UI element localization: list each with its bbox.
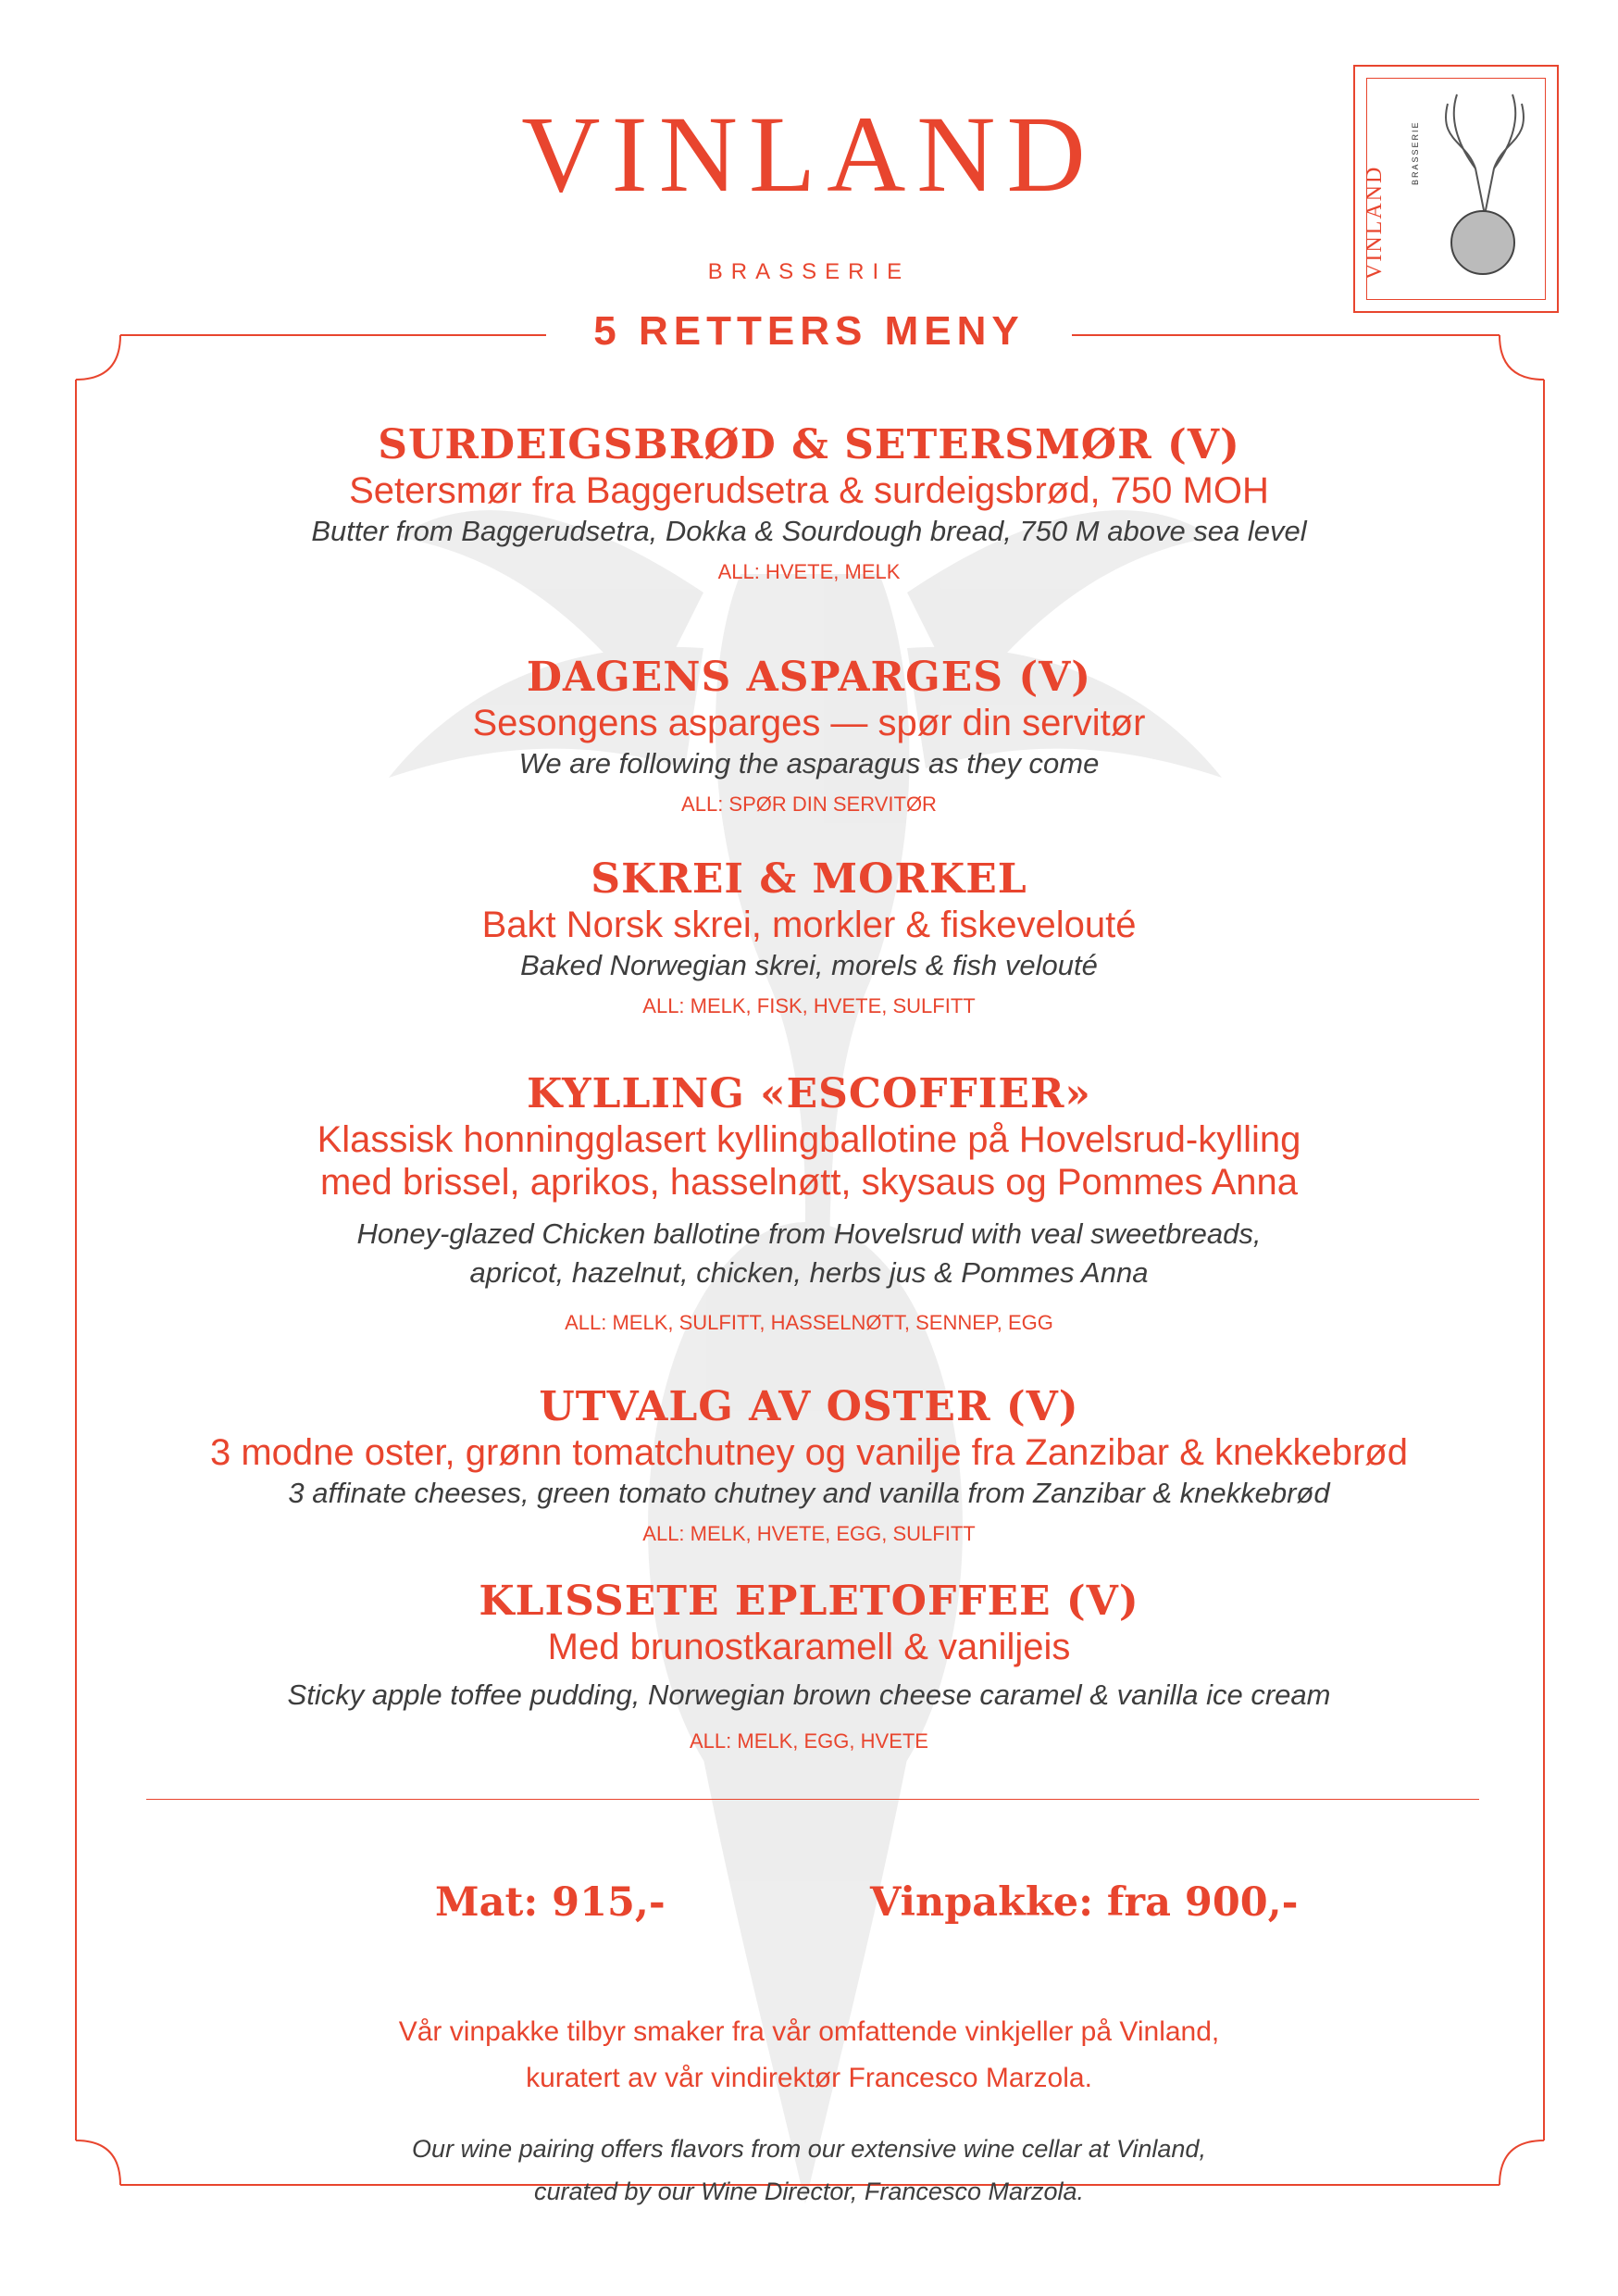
menu-title bbox=[0, 308, 1618, 354]
wine-note-line: Vår vinpakke tilbyr smaker fra vår omfattende vinkjeller på Vinland, bbox=[398, 2016, 1220, 2047]
course-norwegian: Setersmør fra Baggerudsetra & surdeigsbrød, 750 MOH bbox=[349, 470, 1269, 511]
course-norwegian: 3 modne oster, grønn tomatchutney og vanilje fra Zanzibar & knekkebrød bbox=[209, 1432, 1408, 1473]
divider bbox=[146, 1799, 1479, 1800]
stamp-sub-text: BRASSERIE bbox=[1411, 120, 1420, 185]
course-english: Honey-glazed Chicken ballotine from Hovelsrud with veal sweetbreads, bbox=[356, 1217, 1262, 1250]
wine-note-line: curated by our Wine Director, Francesco Marzola. bbox=[534, 2177, 1084, 2205]
course-title: DAGENS ASPARGES (V) bbox=[526, 654, 1092, 701]
course-allergens: ALL: MELK, EGG, HVETE bbox=[690, 1729, 928, 1753]
menu-title-text: 5 RETTERS MENY bbox=[577, 308, 1040, 354]
course-2 bbox=[0, 654, 1618, 818]
wine-note-english bbox=[0, 2128, 1618, 2213]
course-1 bbox=[0, 421, 1618, 586]
course-norwegian: Med brunostkaramell & vaniljeis bbox=[547, 1627, 1071, 1667]
course-english: 3 affinate cheeses, green tomato chutney and vanilla from Zanzibar & knekkebrød bbox=[288, 1477, 1330, 1509]
course-title: KYLLING «ESCOFFIER» bbox=[527, 1070, 1091, 1117]
wine-note-line: Our wine pairing offers flavors from our extensive wine cellar at Vinland, bbox=[412, 2135, 1206, 2163]
course-6 bbox=[0, 1578, 1618, 1755]
course-3 bbox=[0, 855, 1618, 1020]
wine-price: Vinpakke: fra 900,- bbox=[870, 1879, 1299, 1926]
course-title: KLISSETE EPLETOFFEE (V) bbox=[479, 1578, 1139, 1625]
food-price: Mat: 915,- bbox=[435, 1879, 666, 1926]
wine-note-norwegian bbox=[0, 2009, 1618, 2102]
course-4 bbox=[0, 1070, 1618, 1337]
lobster-icon bbox=[1420, 85, 1540, 298]
course-english: Sticky apple toffee pudding, Norwegian brown cheese caramel & vanilla ice cream bbox=[287, 1678, 1331, 1711]
course-title: SKREI & MORKEL bbox=[591, 855, 1027, 903]
course-norwegian: Bakt Norsk skrei, morkler & fiskevelouté bbox=[481, 905, 1137, 945]
course-english: apricot, hazelnut, chicken, herbs jus & Pommes Anna bbox=[469, 1256, 1149, 1289]
course-5 bbox=[0, 1383, 1618, 1548]
wine-note-line: kuratert av vår vindirektør Francesco Marzola. bbox=[526, 2063, 1092, 2093]
course-allergens: ALL: MELK, FISK, HVETE, SULFITT bbox=[642, 994, 976, 1017]
course-norwegian: Sesongens asparges — spør din servitør bbox=[472, 703, 1146, 743]
brand-stamp bbox=[1353, 65, 1559, 313]
course-english: Butter from Baggerudsetra, Dokka & Sourdough bread, 750 M above sea level bbox=[311, 515, 1307, 547]
course-english: Baked Norwegian skrei, morels & fish velouté bbox=[520, 949, 1098, 981]
course-allergens: ALL: MELK, HVETE, EGG, SULFITT bbox=[642, 1522, 976, 1545]
course-norwegian: med brissel, aprikos, hasselnøtt, skysaus og Pommes Anna bbox=[319, 1162, 1298, 1203]
course-title: SURDEIGSBRØD & SETERSMØR (V) bbox=[378, 421, 1240, 468]
course-english: We are following the asparagus as they come bbox=[518, 747, 1100, 780]
course-allergens: ALL: MELK, SULFITT, HASSELNØTT, SENNEP, EGG bbox=[565, 1311, 1053, 1334]
stamp-brand-text: VINLAND bbox=[1363, 165, 1387, 280]
brand-title: VINLAND bbox=[521, 94, 1097, 215]
brand-subtitle: BRASSERIE bbox=[707, 259, 911, 284]
course-allergens: ALL: SPØR DIN SERVITØR bbox=[681, 792, 937, 816]
course-allergens: ALL: HVETE, MELK bbox=[717, 560, 901, 583]
course-norwegian: Klassisk honningglasert kyllingballotine på Hovelsrud-kylling bbox=[317, 1119, 1301, 1160]
course-title: UTVALG AV OSTER (V) bbox=[539, 1383, 1079, 1430]
